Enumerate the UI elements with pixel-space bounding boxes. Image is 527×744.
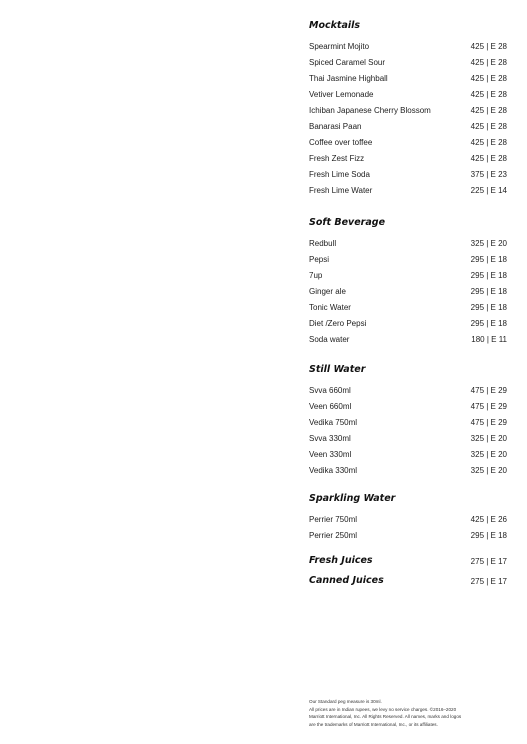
menu-item-name: Coffee over toffee — [309, 138, 373, 147]
section-canned-juices — [309, 574, 507, 588]
menu-item-name: Veen 660ml — [309, 402, 352, 411]
menu-item — [309, 151, 507, 167]
menu-item-price: 475 | E 29 — [470, 418, 507, 427]
menu-item-price: 375 | E 23 — [470, 170, 507, 179]
menu-item-price: 475 | E 29 — [470, 402, 507, 411]
menu-item — [309, 236, 507, 252]
menu-item-name: Fresh Lime Water — [309, 186, 373, 195]
menu-item-price: 425 | E 28 — [470, 90, 507, 99]
menu-item — [309, 183, 507, 199]
menu-item-price: 295 | E 18 — [470, 303, 507, 312]
section-fresh-juices — [309, 554, 507, 568]
section-title-sparkling-water: Sparkling Water — [309, 493, 396, 504]
menu-item-name: Fresh Lime Soda — [309, 170, 370, 179]
menu-item-price: 325 | E 20 — [470, 450, 507, 459]
menu-item-price: 425 | E 28 — [470, 122, 507, 131]
menu-item-name: Svva 660ml — [309, 386, 351, 395]
menu-item-price: 325 | E 20 — [470, 239, 507, 248]
mocktails-list — [309, 39, 507, 199]
menu-item-name: Spearmint Mojito — [309, 42, 370, 51]
menu-item — [309, 87, 507, 103]
section-mocktails — [309, 19, 507, 199]
footer-line: All prices are in Indian rupees, we levy no service charges. ©2016–2020 — [309, 706, 457, 712]
menu-item-name: Spiced Caramel Sour — [309, 58, 386, 67]
menu-item — [309, 103, 507, 119]
menu-item-name: Fresh Zest Fizz — [309, 154, 365, 163]
section-still-water — [309, 363, 507, 479]
menu-item-price: 425 | E 28 — [470, 106, 507, 115]
menu-item-price: 295 | E 18 — [470, 287, 507, 296]
menu-item-price: 425 | E 28 — [470, 154, 507, 163]
menu-item-name: Perrier 750ml — [309, 515, 358, 524]
menu-item — [309, 284, 507, 300]
menu-item-price: 295 | E 18 — [470, 319, 507, 328]
menu-item-price: 225 | E 14 — [470, 186, 507, 195]
menu-item-name: Vedika 750ml — [309, 418, 358, 427]
menu-item — [309, 332, 507, 348]
menu-item-price: 425 | E 28 — [470, 74, 507, 83]
menu-item-price: 425 | E 26 — [470, 515, 507, 524]
menu-item-name: Vetiver Lemonade — [309, 90, 374, 99]
menu-item-price: 295 | E 18 — [470, 531, 507, 540]
section-title-fresh-juices: Fresh Juices — [309, 555, 373, 566]
menu-item — [309, 119, 507, 135]
menu-item — [309, 268, 507, 284]
footer-line: Marriott International, Inc. All Rights Reserved. All names, marks and logos — [309, 714, 462, 720]
menu-item — [309, 415, 507, 431]
menu-item-name: Diet /Zero Pepsi — [309, 319, 367, 328]
menu-item — [309, 71, 507, 87]
menu-item-name: Pepsi — [309, 255, 330, 264]
menu-item — [309, 135, 507, 151]
fresh-juices-price: 275 | E 17 — [470, 556, 507, 566]
sparkling-water-list — [309, 512, 507, 544]
menu-item — [309, 167, 507, 183]
menu-item-name: Banarasi Paan — [309, 122, 362, 131]
menu-item — [309, 252, 507, 268]
menu-item-name: Vedika 330ml — [309, 466, 358, 475]
menu-item-name: Redbull — [309, 239, 337, 248]
menu-item-price: 325 | E 20 — [470, 434, 507, 443]
menu-item-price: 295 | E 18 — [470, 255, 507, 264]
menu-item-name: Soda water — [309, 335, 350, 344]
menu-item — [309, 55, 507, 71]
menu-item — [309, 528, 507, 544]
section-title-mocktails: Mocktails — [309, 20, 361, 31]
section-title-still-water: Still Water — [309, 364, 366, 375]
footer-note — [309, 698, 509, 728]
soft-beverage-list — [309, 236, 507, 348]
menu-item-price: 425 | E 28 — [470, 42, 507, 51]
section-soft-beverage — [309, 216, 507, 348]
menu-item-name: Thai Jasmine Highball — [309, 74, 388, 83]
menu-item — [309, 447, 507, 463]
section-title-soft-beverage: Soft Beverage — [309, 217, 386, 228]
menu-item — [309, 300, 507, 316]
menu-item — [309, 463, 507, 479]
menu-item — [309, 383, 507, 399]
canned-juices-price: 275 | E 17 — [470, 576, 507, 586]
section-sparkling-water — [309, 492, 507, 544]
still-water-list — [309, 383, 507, 479]
menu-item — [309, 431, 507, 447]
footer-line: are the trademarks of Marriott International, Inc., or its affiliates. — [309, 721, 438, 727]
menu-item-name: 7up — [309, 271, 323, 280]
menu-item-name: Ginger ale — [309, 287, 346, 296]
menu-item-price: 180 | E 11 — [471, 335, 507, 344]
menu-item-price: 295 | E 18 — [470, 271, 507, 280]
menu-item-price: 425 | E 28 — [470, 58, 507, 67]
menu-item-name: Veen 330ml — [309, 450, 352, 459]
menu-item-name: Ichiban Japanese Cherry Blossom — [309, 106, 431, 115]
menu-item — [309, 399, 507, 415]
menu-item-price: 425 | E 28 — [470, 138, 507, 147]
menu-item-name: Tonic Water — [309, 303, 351, 312]
footer-line: Our Standard peg measure is 30ml. — [309, 699, 382, 704]
menu-item — [309, 316, 507, 332]
section-title-canned-juices: Canned Juices — [309, 575, 384, 586]
menu-item — [309, 512, 507, 528]
menu-item-name: Svva 330ml — [309, 434, 351, 443]
menu-item-name: Perrier 250ml — [309, 531, 358, 540]
menu-item — [309, 39, 507, 55]
menu-item-price: 475 | E 29 — [470, 386, 507, 395]
menu-item-price: 325 | E 20 — [470, 466, 507, 475]
